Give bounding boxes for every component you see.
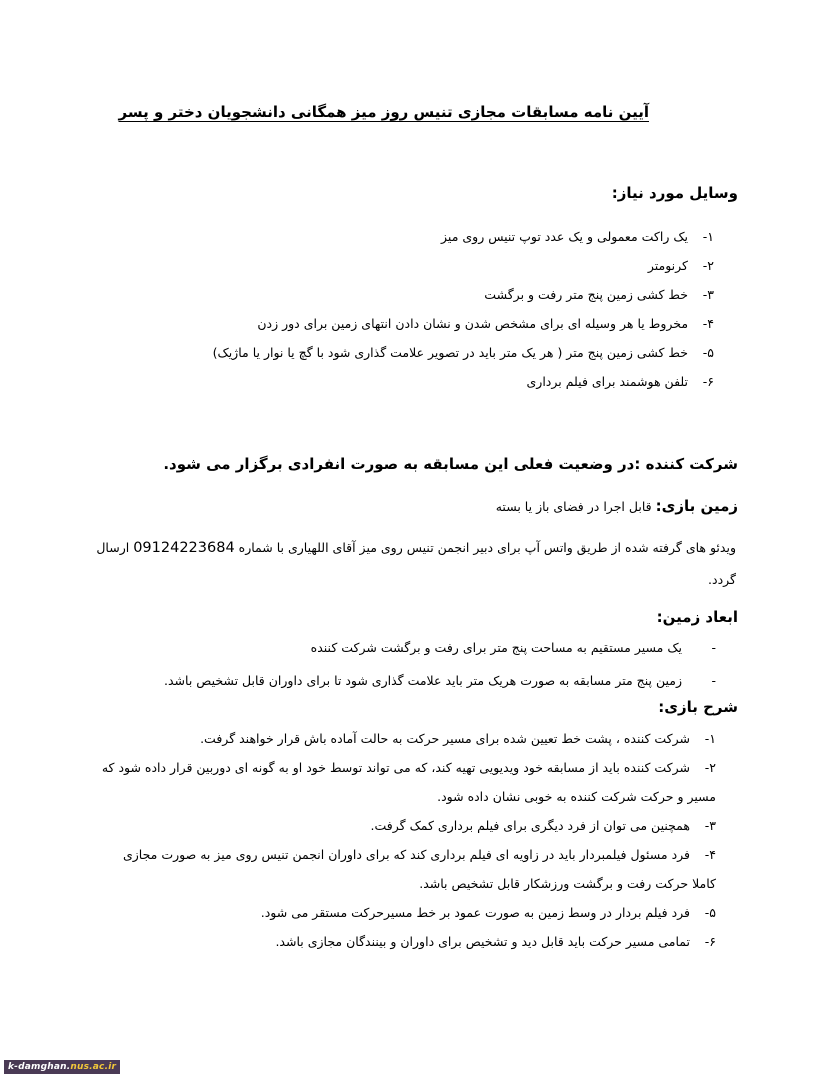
item-number: ۵- [704,905,716,920]
video-paragraph [96,532,736,596]
field-label: زمین بازی: [655,497,738,515]
game-heading: شرح بازی: [658,698,738,716]
item-text: یک راکت معمولی و یک عدد توپ تنیس روی میز [441,229,689,244]
list-item [164,664,716,697]
item-text: زمین پنج متر مسابقه به صورت هریک متر باید علامت گذاری شود تا برای داوران قابل تشخیص باشد. [164,673,682,688]
list-item [98,811,716,840]
dash: - [711,673,716,688]
list-item [213,309,714,338]
dimensions-heading: ابعاد زمین: [656,608,738,626]
item-number: ۶- [702,374,714,389]
item-text: شرکت کننده ، پشت خط تعیین شده برای مسیر حرکت به حالت آماده باش قرار خواهند گرفت. [200,731,691,746]
watermark-accent: nus.ac.ir [70,1062,117,1072]
item-text: تلفن هوشمند برای فیلم برداری [526,374,689,389]
item-text: همچنین می توان از فرد دیگری برای فیلم برداری کمک گرفت. [370,818,691,833]
equipment-list [213,222,714,396]
item-number: ۱- [704,731,716,746]
phone-number: 09124223684 [133,540,235,556]
field-line [496,497,738,515]
equipment-heading: وسایل مورد نیاز: [611,184,738,202]
item-text: یک مسیر مستقیم به مساحت پنج متر برای رفت و برگشت شرکت کننده [310,640,682,655]
video-text: ویدئو های گرفته شده از طریق واتس آپ برای دبیر انجمن تنیس روی میز آقای اللهیاری با شماره [234,540,736,555]
item-text: تمامی مسیر حرکت باید قابل دید و تشخیص برای داوران و بینندگان مجازی باشد. [275,934,691,949]
item-number: ۱- [702,229,714,244]
video-text-end: ارسال گردد. [96,540,736,587]
item-text: شرکت کننده باید از مسابقه خود ویدیویی تهیه کند، که می تواند توسط خود او به گونه ای دوربین قرار داده شود که مسیر و حرکت شرکت کننده به خوبی نشان داده شود. [101,760,716,804]
item-text: مخروط یا هر وسیله ای برای مشخص شدن و نشان دادن انتهای زمین برای دور زدن [257,316,689,331]
list-item [98,927,716,956]
item-number: ۵- [702,345,714,360]
item-text: خط کشی زمین پنج متر ( هر یک متر باید در تصویر علامت گذاری شود با گچ یا نوار یا ماژیک) [212,345,689,360]
dash: - [711,640,716,655]
list-item [98,898,716,927]
dimensions-list [164,631,716,697]
item-number: ۴- [704,847,716,862]
item-number: ۶- [704,934,716,949]
list-item [98,840,716,898]
item-number: ۳- [704,818,716,833]
item-text: کرنومتر [647,258,689,273]
list-item [213,280,714,309]
list-item [164,631,716,664]
page-title: آیین نامه مسابقات مجازی تنیس روز میز همگانی دانشجویان دختر و پسر [118,103,649,121]
item-number: ۴- [702,316,714,331]
field-text: قابل اجرا در فضای باز یا بسته [495,499,656,514]
list-item [98,753,716,811]
list-item [213,338,714,367]
item-text: فرد فیلم بردار در وسط زمین به صورت عمود بر خط مسیرحرکت مستقر می شود. [260,905,691,920]
list-item [213,367,714,396]
game-list [98,724,716,956]
list-item [98,724,716,753]
item-text: فرد مسئول فیلمبردار باید در زاویه ای فیلم برداری کند که برای داوران انجمن تنیس روی میز به صورت مجازی کاملا حرکت رفت و برگشت ورزشکار قابل تشخیص باشد. [122,847,716,891]
participant-heading: شرکت کننده :در وضعیت فعلی این مسابقه به صورت انفرادی برگزار می شود. [163,455,738,473]
list-item [213,251,714,280]
item-number: ۲- [704,760,716,775]
site-watermark [4,1060,120,1074]
item-text: خط کشی زمین پنج متر رفت و برگشت [484,287,689,302]
item-number: ۳- [702,287,714,302]
item-number: ۲- [702,258,714,273]
list-item [213,222,714,251]
watermark-prefix: k-damghan. [8,1062,71,1072]
